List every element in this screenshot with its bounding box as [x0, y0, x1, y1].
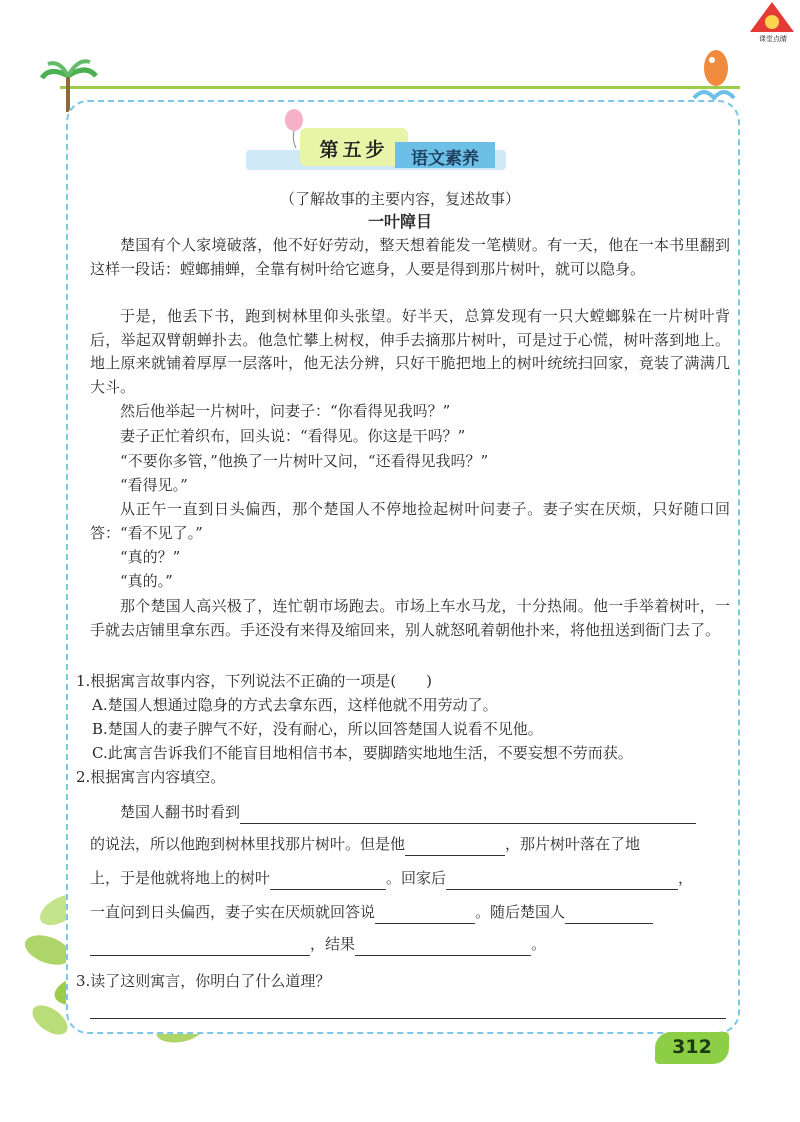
- blank-field[interactable]: [405, 837, 505, 856]
- logo-icon: [748, 0, 796, 34]
- blank-field[interactable]: [240, 805, 696, 824]
- fill-line-4: [90, 900, 653, 924]
- question-1-prompt: 1.根据寓言故事内容，下列说法不正确的一项是( ): [76, 672, 433, 690]
- question-1-option-b[interactable]: B.楚国人的妻子脾气不好，没有耐心，所以回答楚国人说看不见他。: [92, 720, 543, 738]
- fill-text: 。随后楚国人: [475, 903, 566, 921]
- story-paragraph: “不要你多管，”他换了一片树叶又问，“还看得见我吗？”: [120, 452, 489, 470]
- question-1-option-a[interactable]: A.楚国人想通过隐身的方式去拿东西，这样他就不用劳动了。: [92, 696, 498, 714]
- story-paragraph: “看得见。”: [120, 476, 188, 494]
- step-label: 第五步: [319, 139, 389, 161]
- fill-line-5: [90, 932, 546, 956]
- story-paragraph: 那个楚国人高兴极了，连忙朝市场跑去。市场上车水马龙，十分热闹。他一手举着树叶，一手就去店铺里拿东西。手还没有来得及缩回来，别人就怒吼着朝他扑来，将他扭送到衙门去了。: [90, 597, 730, 639]
- fish-wave-icon: [690, 42, 746, 102]
- logo-text: 课堂点睛: [759, 35, 787, 43]
- page-number: 312: [672, 1036, 712, 1058]
- story-paragraph: 于是，他丢下书，跑到树林里仰头张望。好半天，总算发现有一只大螳螂躲在一片树叶背后，举起双臂朝蝉扑去。他急忙攀上树杈，伸手去摘那片树叶，可是过于心慌，树叶落到地上。地上原来就铺着厚厚一层落叶，他无法分辨，只好干脆把地上的树叶统统扫回家，竟装了满满几大斗。: [90, 307, 730, 396]
- question-3-prompt: 3.读了这则寓言，你明白了什么道理？: [76, 972, 331, 990]
- fill-text: 。回家后: [386, 869, 447, 887]
- question-3-answer-line[interactable]: [90, 1018, 726, 1019]
- fill-text: ，: [678, 869, 694, 887]
- fill-text: ，结果: [310, 935, 356, 953]
- blank-field[interactable]: [446, 871, 678, 890]
- blank-field[interactable]: [90, 937, 310, 956]
- story-paragraph: 然后他举起一片树叶，问妻子：“你看得见我吗？”: [120, 402, 451, 420]
- section-title: 语文素养: [411, 149, 479, 169]
- fill-text: 。: [531, 935, 547, 953]
- fill-line-1: [120, 800, 696, 824]
- question-1-option-c[interactable]: C.此寓言告诉我们不能盲目地相信书本，要脚踏实地地生活，不要妄想不劳而获。: [92, 744, 633, 762]
- fill-text: 一直问到日头偏西，妻子实在厌烦就回答说: [90, 903, 376, 921]
- fill-text: 上，于是他就将地上的树叶: [90, 869, 271, 887]
- top-divider-line: [60, 86, 740, 89]
- story-paragraph: 楚国有个人家境破落，他不好好劳动，整天想着能发一笔横财。有一天，他在一本书里翻到这样一段话：螳螂捕蝉，全靠有树叶给它遮身，人要是得到那片树叶，就可以隐身。: [90, 236, 730, 278]
- question-2-prompt: 2.根据寓言内容填空。: [76, 768, 226, 786]
- fill-text: 的说法，所以他跑到树林里找那片树叶。但是他: [90, 835, 406, 853]
- blank-field[interactable]: [565, 905, 653, 924]
- fill-text: 楚国人翻书时看到: [120, 803, 241, 821]
- story-subtitle: （了解故事的主要内容，复述故事）: [279, 190, 520, 208]
- story-paragraph: “真的？”: [120, 548, 181, 566]
- fill-line-3: [90, 866, 693, 890]
- blank-field[interactable]: [375, 905, 475, 924]
- story-paragraph: “真的。”: [120, 572, 173, 590]
- blank-field[interactable]: [270, 871, 386, 890]
- story-title: 一叶障目: [367, 212, 432, 231]
- story-paragraph: 妻子正忙着织布，回头说：“看得见。你这是干吗？”: [120, 427, 466, 445]
- fill-line-2: [90, 832, 640, 856]
- blank-field[interactable]: [355, 937, 531, 956]
- fill-text: ，那片树叶落在了地: [505, 835, 641, 853]
- story-paragraph: 从正午一直到日头偏西，那个楚国人不停地捡起树叶问妻子。妻子实在厌烦，只好随口回答：“看不见了。”: [90, 500, 730, 542]
